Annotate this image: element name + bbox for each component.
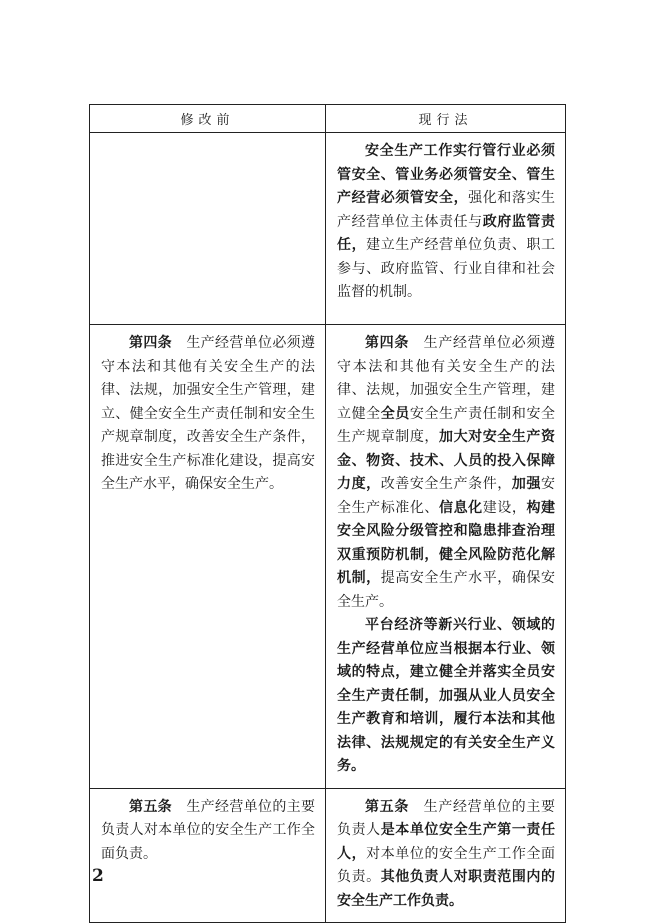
- amended-text: 政府监管责任，: [337, 213, 556, 253]
- article-number: 第五条: [365, 798, 409, 815]
- cell-current-article-4: [326, 325, 566, 789]
- amended-text: 是本单位安全生产第一责任人，: [337, 822, 556, 862]
- amended-text: 加大对安全生产资金、物资、技术、人员的投入保障力度，: [337, 429, 555, 492]
- text-segment: 生产经营单位的主要负责人: [337, 798, 555, 838]
- amended-text: 安全生产工作实行管行业必须管安全、管业务必须管安全、管生产经营必须管安全，: [337, 143, 555, 206]
- paragraph: [337, 614, 555, 779]
- paragraph: [337, 796, 555, 914]
- text-segment: 生产经营单位的主要负责人对本单位的安全生产工作全面负责。: [101, 798, 315, 862]
- amended-text: 构建安全风险分级管控和隐患排查治理双重预防机制，健全风险防范化解机制，: [337, 499, 556, 586]
- cell-current-article-5: [326, 788, 566, 923]
- comparison-table: [89, 104, 566, 923]
- column-header-before: 修改前: [90, 105, 326, 133]
- text-segment: 生产经营单位必须遵守本法和其他有关安全生产的法律、法规，加强安全生产管理，建立、健全安全生产责任制和安全生产规章制度，改善安全生产条件，推进安全生产标准化建设，提高安全生产水平，确保安全生产。: [101, 335, 315, 492]
- cell-before-row-1: [90, 133, 326, 325]
- amended-text: 加强: [511, 476, 542, 492]
- text-segment: 建设，: [482, 499, 527, 516]
- amended-text: 全员: [380, 405, 410, 422]
- page-number: 2: [92, 866, 104, 886]
- paragraph: [101, 332, 315, 497]
- cell-current-row-1: [326, 133, 566, 325]
- amended-text: 平台经济等新兴行业、领域的生产经营单位应当根据本行业、领域的特点，建立健全并落实全员安全生产责任制，加强从业人员安全生产教育和培训，履行本法和其他法律、法规规定的有关安全生产义务。: [337, 617, 555, 774]
- paragraph: [337, 140, 555, 305]
- table-row: [90, 325, 566, 789]
- text-segment: 强化和落实生产经营单位主体责任与: [337, 190, 556, 230]
- amended-text: 信息化: [439, 499, 483, 516]
- article-number: 第四条: [365, 335, 409, 351]
- column-header-current: 现行法: [326, 105, 566, 133]
- table-header-row: [90, 105, 566, 133]
- cell-before-article-5: [90, 788, 326, 923]
- text-segment: 改善安全生产条件，: [380, 476, 512, 492]
- table-row: [90, 788, 566, 923]
- text-segment: 对本单位的安全生产工作全面负责。: [337, 845, 556, 885]
- text-segment: 生产经营单位必须遵守本法和其他有关安全生产的法律、法规，加强安全生产管理，建立健全: [337, 335, 555, 422]
- text-segment: 安全生产责任制和安全生产规章制度，: [337, 405, 556, 445]
- paragraph: [337, 332, 555, 614]
- article-number: 第五条: [129, 798, 172, 815]
- text-segment: 安全生产标准化、: [337, 476, 556, 516]
- cell-before-article-4: [90, 325, 326, 789]
- table-row: [90, 133, 566, 325]
- text-segment: 建立生产经营单位负责、职工参与、政府监管、行业自律和社会监督的机制。: [337, 237, 556, 300]
- text-segment: 提高安全生产水平，确保安全生产。: [337, 570, 556, 610]
- paragraph: [101, 796, 315, 867]
- article-number: 第四条: [129, 335, 172, 351]
- amended-text: 其他负责人对职责范围内的安全生产工作负责。: [337, 869, 556, 909]
